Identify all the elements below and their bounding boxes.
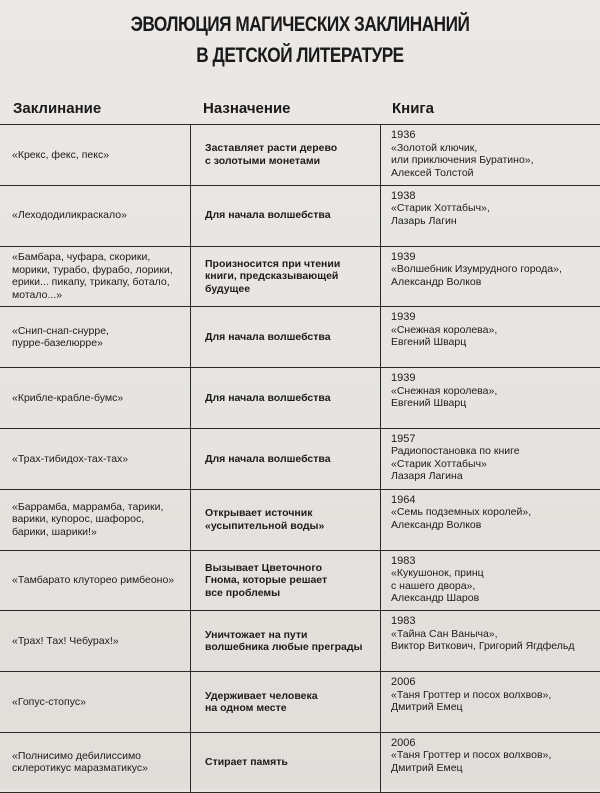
purpose-cell: [205, 247, 375, 307]
table-row: [0, 610, 600, 671]
table-row: [0, 367, 600, 428]
table-row: [0, 185, 600, 246]
spell-cell: [12, 368, 184, 428]
book-year: 1957: [391, 432, 416, 445]
spell-cell: [12, 490, 184, 550]
table-row: [0, 489, 600, 550]
column-divider: [190, 307, 191, 367]
column-divider: [190, 490, 191, 550]
column-divider: [190, 733, 191, 792]
purpose-text: Вызывает Цветочного Гнома, которые решает все проблемы: [205, 561, 328, 599]
purpose-text: Стирает память: [205, 756, 288, 769]
book-title-author: «Волшебник Изумрудного города», Александр Волков: [391, 263, 562, 288]
purpose-cell: [205, 733, 375, 792]
table-row: [0, 428, 600, 489]
purpose-cell: [205, 125, 375, 185]
header-spell: Заклинание: [13, 100, 102, 117]
spell-text: «Бамбара, чуфара, скорики, морики, турабо, фурабо, лорики, ерики... пикапу, трикапу, ботало, мотало...»: [12, 251, 173, 301]
spell-cell: [12, 247, 184, 307]
purpose-text: Для начала волшебства: [205, 391, 331, 404]
purpose-cell: [205, 307, 375, 367]
header-book: Книга: [392, 100, 435, 117]
book-cell: [391, 429, 596, 489]
spell-text: «Лехододиликраскало»: [12, 209, 127, 222]
column-divider: [190, 186, 191, 246]
table-row: [0, 124, 600, 185]
column-divider: [190, 551, 191, 611]
book-cell: [391, 611, 596, 671]
book-year: 1936: [391, 129, 416, 141]
spell-cell: [12, 307, 184, 367]
book-cell: [391, 551, 596, 611]
book-year: 1983: [391, 615, 416, 628]
purpose-cell: [205, 672, 375, 732]
book-title-author: «Снежная королева», Евгений Шварц: [391, 384, 498, 410]
purpose-text: Для начала волшебства: [205, 452, 331, 465]
column-divider: [380, 490, 381, 550]
spell-cell: [12, 186, 184, 246]
column-divider: [190, 429, 191, 489]
book-cell: [391, 125, 596, 185]
column-divider: [190, 125, 191, 185]
book-cell: [391, 307, 596, 367]
spell-cell: [12, 672, 184, 732]
book-title-author: «Золотой ключик, или приключения Буратино», Алексей Толстой: [391, 141, 534, 179]
spells-table: [0, 124, 600, 793]
column-divider: [190, 247, 191, 307]
purpose-cell: [205, 429, 375, 489]
purpose-cell: [205, 551, 375, 611]
purpose-cell: [205, 611, 375, 671]
book-year: 1983: [391, 554, 416, 567]
purpose-text: Для начала волшебства: [205, 331, 331, 344]
column-divider: [190, 672, 191, 732]
column-divider: [380, 307, 381, 367]
spell-text: «Полнисимо дебилиссимо склеротикус маразматикус»: [12, 749, 148, 775]
book-title-author: «Семь подземных королей», Александр Волков: [391, 506, 532, 531]
purpose-text: Уничтожает на пути волшебника любые преграды: [205, 628, 363, 654]
purpose-text: Удерживает человека на одном месте: [205, 689, 318, 715]
column-divider: [380, 125, 381, 185]
table-row: [0, 550, 600, 611]
purpose-text: Произносится при чтении книги, предсказывающей будущее: [205, 257, 341, 295]
book-year: 1939: [391, 250, 416, 263]
spell-text: «Снип-снап-снурре, пурре-базелюрре»: [12, 324, 109, 350]
spell-cell: [12, 429, 184, 489]
table-row: [0, 246, 600, 307]
table-row: [0, 732, 600, 793]
book-title-author: «Старик Хоттабыч», Лазарь Лагин: [391, 202, 490, 227]
header-purpose: Назначение: [203, 100, 291, 117]
book-year: 1939: [391, 372, 416, 385]
book-cell: [391, 186, 596, 246]
poster-title-line-2: В ДЕТСКОЙ ЛИТЕРАТУРЕ: [196, 44, 404, 67]
spell-text: «Тамбарато клутореo римбеоно»: [12, 574, 175, 587]
book-title-author: «Тайна Сан Ваныча», Виктор Виткович, Григорий Ягдфельд: [391, 627, 575, 653]
column-divider: [190, 368, 191, 428]
book-year: 1939: [391, 311, 416, 324]
spell-cell: [12, 125, 184, 185]
book-cell: [391, 672, 596, 732]
column-divider: [380, 551, 381, 611]
book-cell: [391, 368, 596, 428]
spell-text: «Гопус-стопус»: [12, 695, 86, 708]
book-cell: [391, 490, 596, 550]
column-divider: [380, 672, 381, 732]
spell-text: «Баррамба, маррамба, тарики, варики, купорос, шафорос, барики, шарики!»: [12, 500, 164, 538]
spell-text: «Крибле-крабле-бумс»: [12, 391, 124, 404]
book-title-author: «Кукушонок, принц с нашего двора», Александр Шаров: [391, 567, 484, 605]
spell-text: «Трах-тибидох-тах-тах»: [12, 452, 129, 465]
book-cell: [391, 247, 596, 307]
purpose-text: Для начала волшебства: [205, 209, 331, 222]
spell-text: «Крекс, фекс, пекс»: [12, 148, 110, 161]
column-divider: [380, 611, 381, 671]
column-divider: [380, 733, 381, 792]
purpose-text: Заставляет расти дерево с золотыми монетами: [205, 142, 338, 167]
purpose-cell: [205, 186, 375, 246]
spell-cell: [12, 733, 184, 792]
book-title-author: «Таня Гроттер и посох волхвов», Дмитрий Емец: [391, 749, 552, 774]
spell-cell: [12, 611, 184, 671]
table-row: [0, 306, 600, 367]
book-year: 2006: [391, 736, 416, 749]
column-divider: [380, 186, 381, 246]
column-divider: [380, 429, 381, 489]
purpose-cell: [205, 368, 375, 428]
spell-text: «Трах! Тах! Чебурах!»: [12, 635, 119, 648]
spell-cell: [12, 551, 184, 611]
table-row: [0, 671, 600, 732]
table-header: [0, 100, 600, 124]
poster-title-line-1: ЭВОЛЮЦИЯ МАГИЧЕСКИХ ЗАКЛИНАНИЙ: [130, 13, 470, 36]
book-title-author: «Снежная королева», Евгений Шварц: [391, 323, 498, 349]
book-year: 1964: [391, 493, 416, 506]
book-title-author: «Таня Гроттер и посох волхвов», Дмитрий Емец: [391, 688, 552, 714]
book-year: 2006: [391, 676, 416, 689]
column-divider: [190, 611, 191, 671]
purpose-text: Открывает источник «усыпительной воды»: [205, 507, 325, 532]
book-title-author: Радиопостановка по книге «Старик Хоттабыч» Лазаря Лагина: [391, 445, 520, 483]
book-year: 1938: [391, 189, 416, 202]
column-divider: [380, 368, 381, 428]
column-divider: [380, 247, 381, 307]
book-cell: [391, 733, 596, 792]
purpose-cell: [205, 490, 375, 550]
